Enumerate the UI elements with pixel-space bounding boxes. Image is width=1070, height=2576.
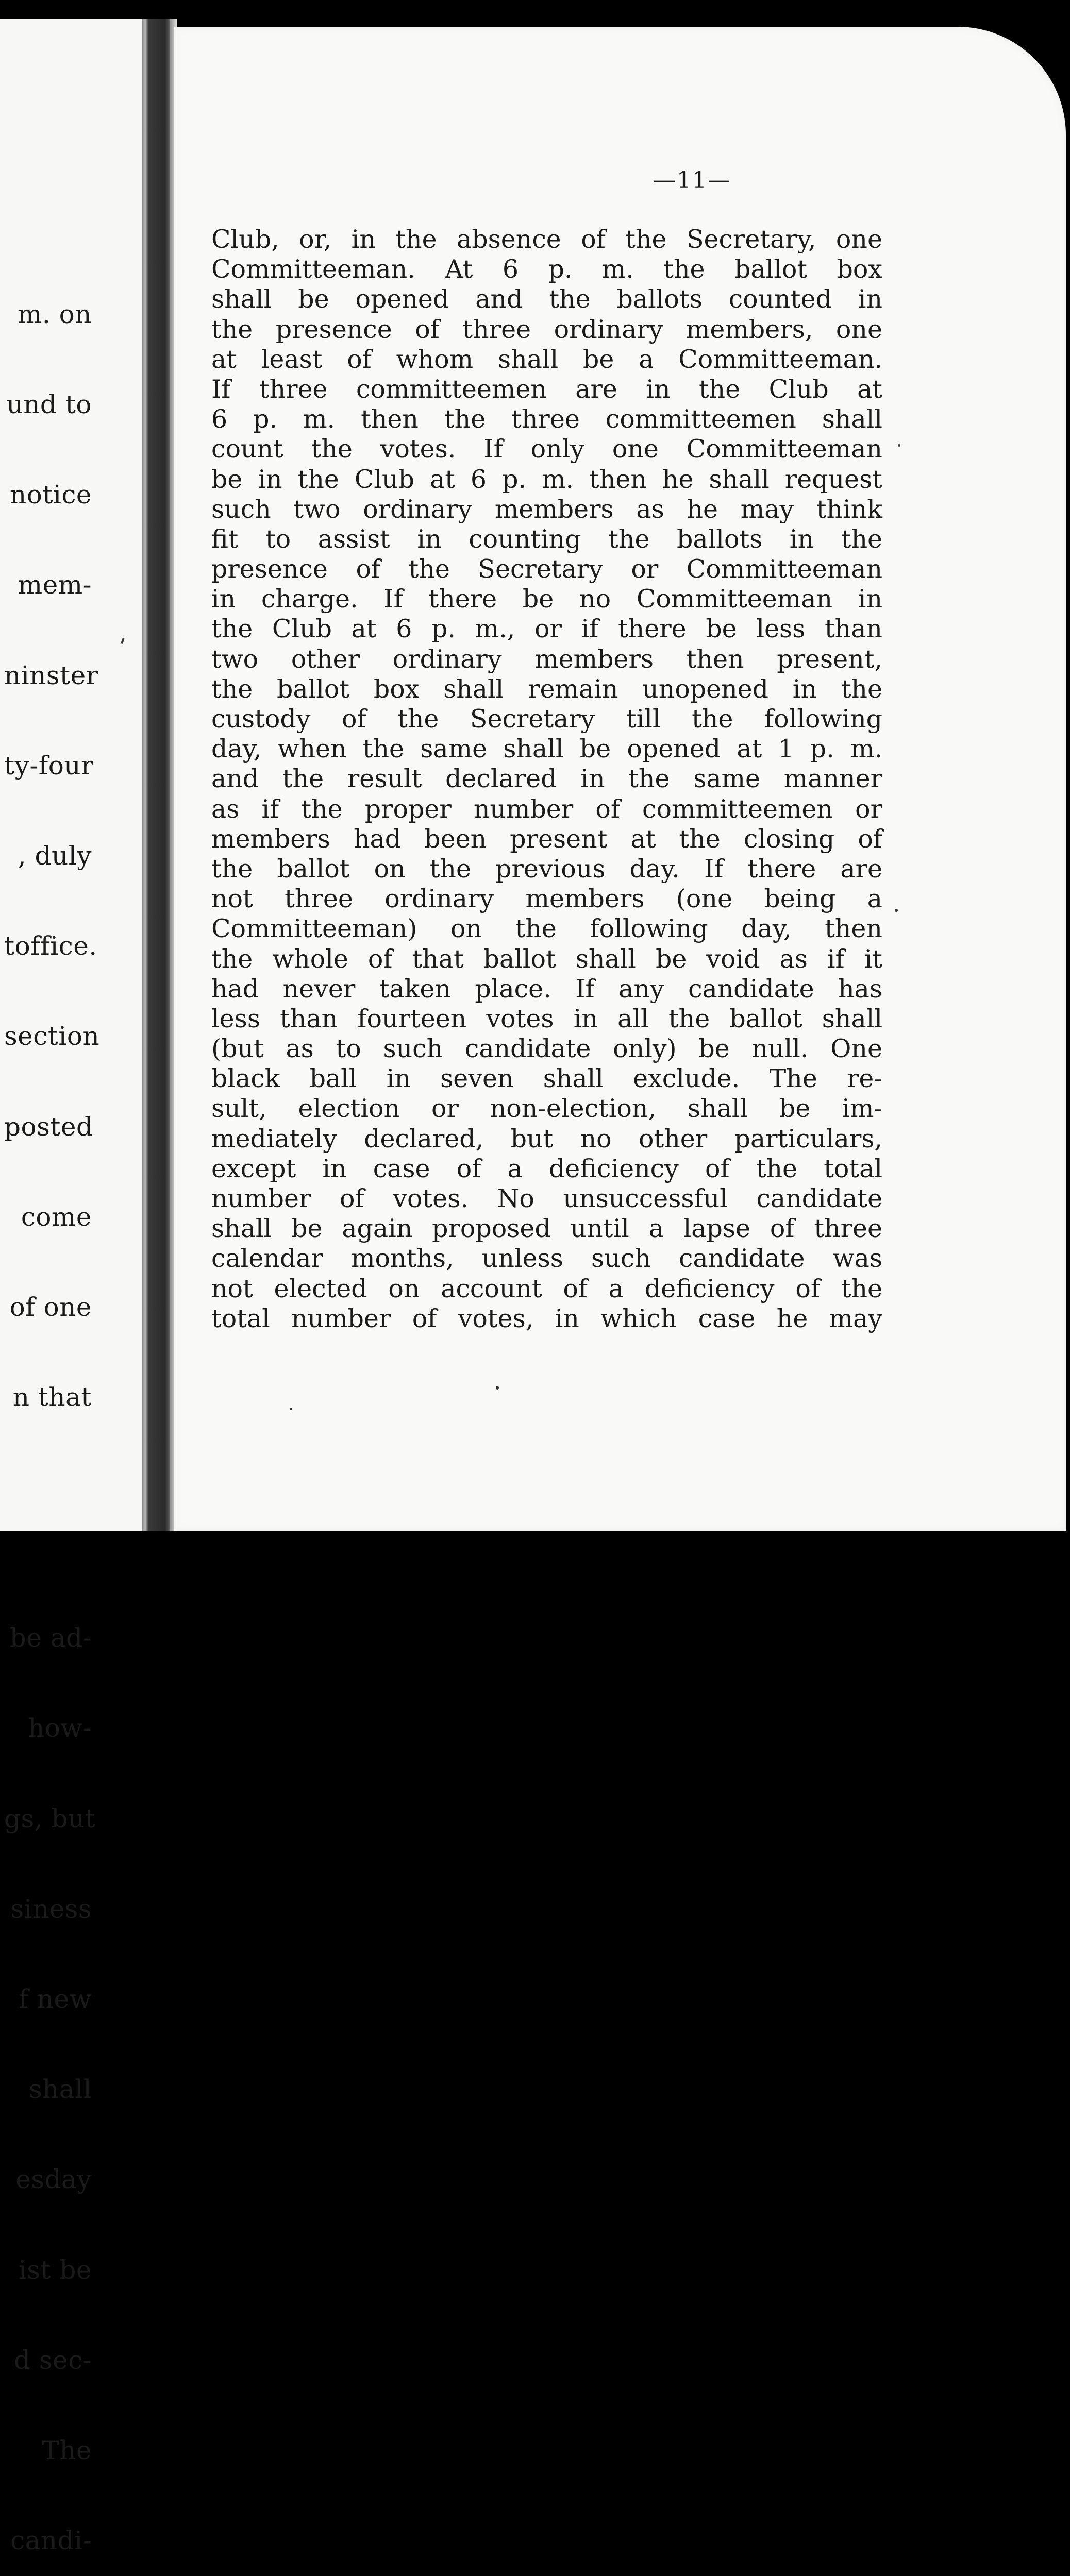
text-line: not elected on account of a deficiency of the [211,1274,882,1303]
text-line: and the result declared in the same manner [211,764,882,794]
page-number [174,167,1066,193]
facing-line: m. on [17,299,92,329]
facing-line: und to [6,389,92,420]
facing-line: of one [9,1292,92,1323]
facing-line: ist be [18,2255,92,2285]
facing-line: d sec- [13,2345,92,2375]
text-line: the presence of three ordinary members, one [211,314,882,344]
ink-speck [895,909,898,912]
text-line: black ball in seven shall exclude. The re- [211,1064,882,1094]
text-line: shall be again proposed until a lapse of three [211,1214,882,1244]
text-line: If three committeemen are in the Club at [211,374,882,404]
facing-line: gs, but [4,1803,96,1834]
text-line: Committeeman. At 6 p. m. the ballot box [211,255,882,284]
text-line: mediately declared, but no other particulars, [211,1124,882,1154]
text-line: 6 p. m. then the three committeemen shall [211,404,882,434]
facing-line: be ad- [9,1623,92,1653]
text-line: fit to assist in counting the ballots in the [211,524,882,554]
book-gutter [142,19,171,1531]
text-line: shall be opened and the ballots counted in [211,284,882,314]
text-line: the Club at 6 p. m., or if there be less than [211,614,882,644]
text-line: Club, or, in the absence of the Secretary, one [211,225,882,254]
text-line: as if the proper number of committeemen or [211,794,882,824]
ink-speck [290,1408,292,1410]
text-line: sult, election or non-election, shall be im- [211,1094,882,1124]
text-line: calendar months, unless such candidate was [211,1244,882,1274]
text-line: such two ordinary members as he may think [211,494,882,524]
text-line: at least of whom shall be a Committeeman. [211,344,882,374]
text-line: the ballot on the previous day. If there are [211,854,882,884]
facing-line: siness [10,1893,92,1924]
facing-line: come [21,1201,92,1232]
facing-line: candi- [10,2526,92,2556]
facing-paragraph-gap [4,1472,92,1563]
text-line: custody of the Secretary till the following [211,704,882,734]
facing-page-text [4,239,100,2576]
facing-line: mem- [18,570,92,600]
text-line: total number of votes, in which case he may [211,1303,882,1333]
facing-line: esday [15,2164,92,2195]
text-line: presence of the Secretary or Committeeman [211,554,882,584]
text-line: not three ordinary members (one being a [211,884,882,914]
text-line: in charge. If there be no Committeeman in [211,584,882,614]
text-line: (but as to such candidate only) be null. One [211,1034,882,1064]
page-number-text: —11— [653,167,731,193]
facing-line: ty-four [4,750,94,781]
ink-speck [898,444,900,447]
facing-line: section [4,1021,100,1052]
text-line: be in the Club at 6 p. m. then he shall request [211,464,882,494]
facing-line: toffice. [4,931,97,961]
body-text [211,225,882,1334]
facing-line: notice [10,480,92,510]
facing-line: The [42,2435,92,2466]
ink-speck [496,1386,499,1390]
facing-line: ninster [4,660,99,690]
text-line: two other ordinary members then present, [211,644,882,674]
facing-line: n that [12,1382,92,1413]
facing-line: , duly [18,841,92,871]
text-line: count the votes. If only one Committeeman [211,434,882,464]
text-line: had never taken place. If any candidate has [211,974,882,1004]
text-line: number of votes. No unsuccessful candidate [211,1184,882,1213]
facing-page-fragment [0,19,155,2556]
text-line: the whole of that ballot shall be void as if it [211,944,882,974]
facing-line: how- [28,1713,92,1743]
facing-line: posted [4,1111,93,1142]
text-line: Committeeman) on the following day, then [211,914,882,944]
facing-line: shall [28,2074,92,2105]
page [174,27,1066,1531]
text-line: members had been present at the closing of [211,824,882,854]
text-line: day, when the same shall be opened at 1 p. m. [211,734,882,764]
facing-line: f new [19,1984,92,2014]
text-line: except in case of a deficiency of the total [211,1154,882,1183]
text-line: less than fourteen votes in all the ballot shall [211,1004,882,1033]
text-line: the ballot box shall remain unopened in the [211,674,882,704]
